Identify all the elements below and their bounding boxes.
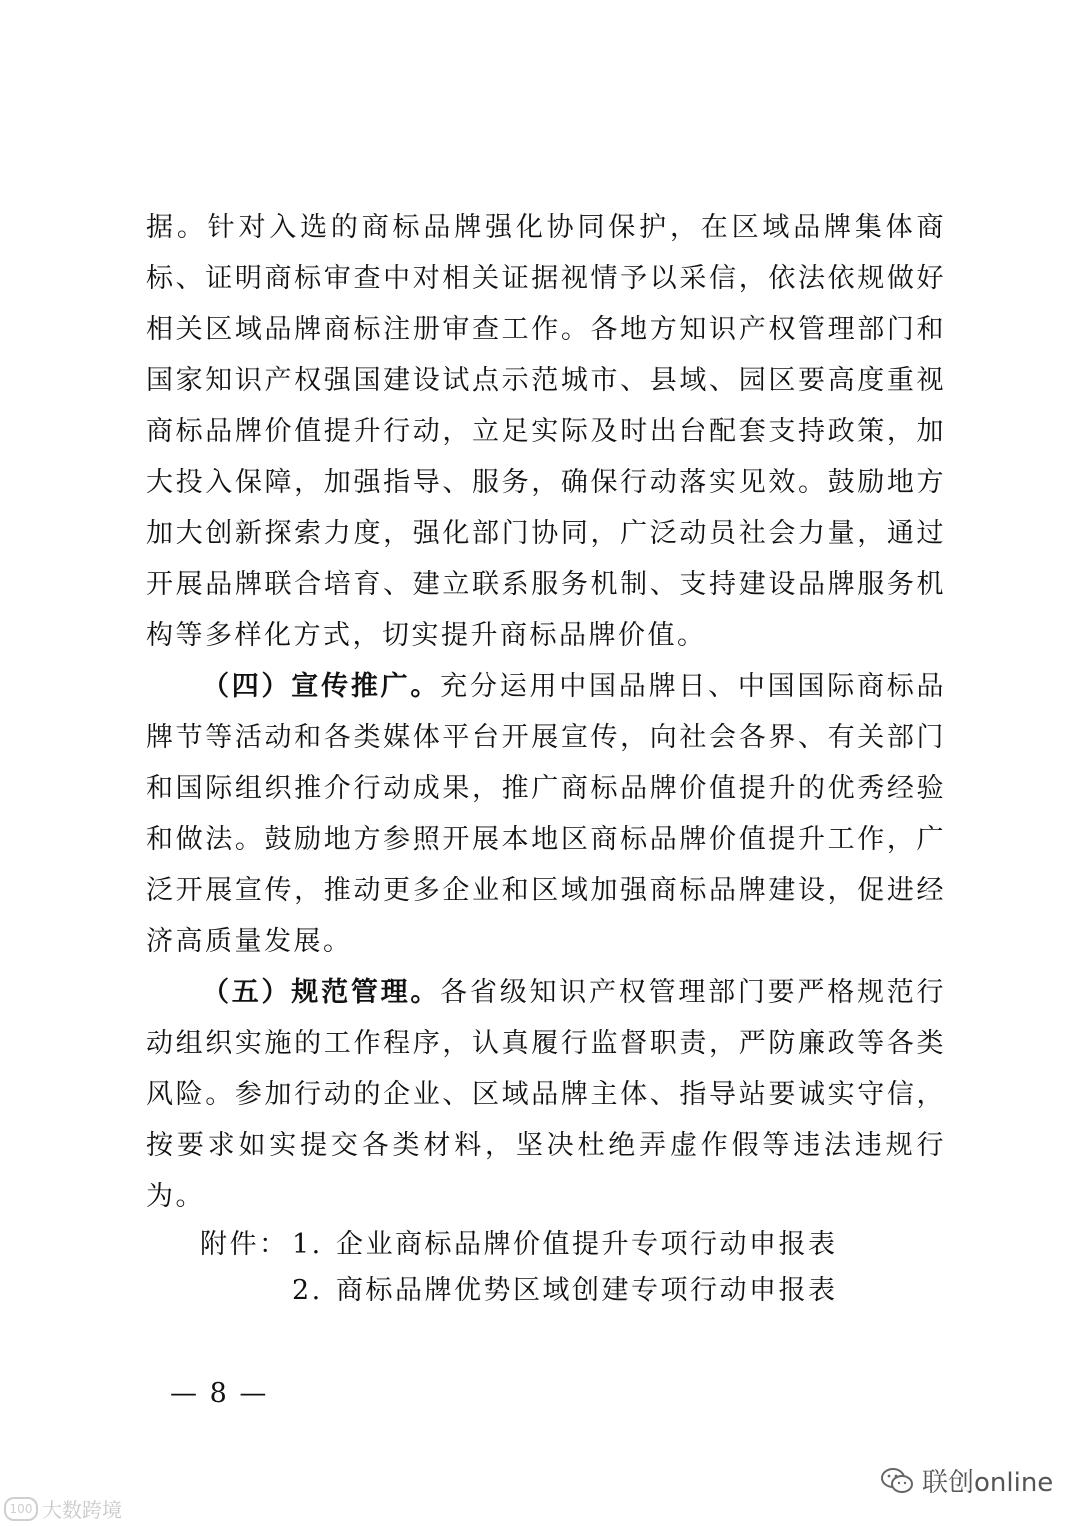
wechat-icon [880, 1466, 914, 1496]
section-heading-publicity: （四）宣传推广。 [202, 671, 441, 702]
watermark-right-text: 联创online [922, 1468, 1054, 1498]
page-number: — 8 — [170, 1378, 269, 1409]
section-heading-management: （五）规范管理。 [202, 977, 441, 1008]
attachment-number: 1. [292, 1229, 323, 1260]
watermark-left [4, 1494, 122, 1523]
watermark-logo-icon: 100 [4, 1497, 38, 1521]
document-body [146, 202, 946, 1222]
paragraph-continuation [146, 202, 946, 661]
paragraph-text: 各省级知识产权管理部门要严格规范行动组织实施的工作程序，认真履行监督职责，严防廉政等各类风险。参加行动的企业、区域品牌主体、指导站要诚实守信，按要求如实提交各类材料，坚决杜绝弄虚作假等违法违规行为。 [146, 977, 947, 1212]
paragraph-text: 据。针对入选的商标品牌强化协同保护，在区域品牌集体商标、证明商标审查中对相关证据视情予以采信，依法依规做好相关区域品牌商标注册审查工作。各地方知识产权管理部门和国家知识产权强国建设试点示范城市、县域、园区要高度重视商标品牌价值提升行动，立足实际及时出台配套支持政策，加大投入保障，加强指导、服务，确保行动落实见效。鼓励地方加大创新探索力度，强化部门协同，广泛动员社会力量，通过开展品牌联合培育、建立联系服务机制、支持建设品牌服务机构等多样化方式，切实提升商标品牌价值。 [146, 212, 946, 651]
watermark-right [880, 1462, 1053, 1499]
watermark-left-text: 大数跨境 [42, 1498, 122, 1522]
attachment-title: 企业商标品牌价值提升专项行动申报表 [336, 1229, 838, 1260]
paragraph-text: 充分运用中国品牌日、中国国际商标品牌节等活动和各类媒体平台开展宣传，向社会各界、有关部门和国际组织推介行动成果，推广商标品牌价值提升的优秀经验和做法。鼓励地方参照开展本地区商标品牌价值提升工作，广泛开展宣传，推动更多企业和区域加强商标品牌建设，促进经济高质量发展。 [146, 671, 947, 957]
attachments-list [200, 1222, 838, 1314]
attachment-title: 商标品牌优势区域创建专项行动申报表 [336, 1275, 838, 1306]
paragraph-management [146, 967, 946, 1222]
attachment-item-1 [200, 1222, 838, 1268]
paragraph-publicity [146, 661, 946, 967]
attachment-number: 2. [292, 1275, 323, 1306]
attachment-item-2 [200, 1268, 838, 1314]
attachments-label: 附件： [200, 1229, 289, 1260]
